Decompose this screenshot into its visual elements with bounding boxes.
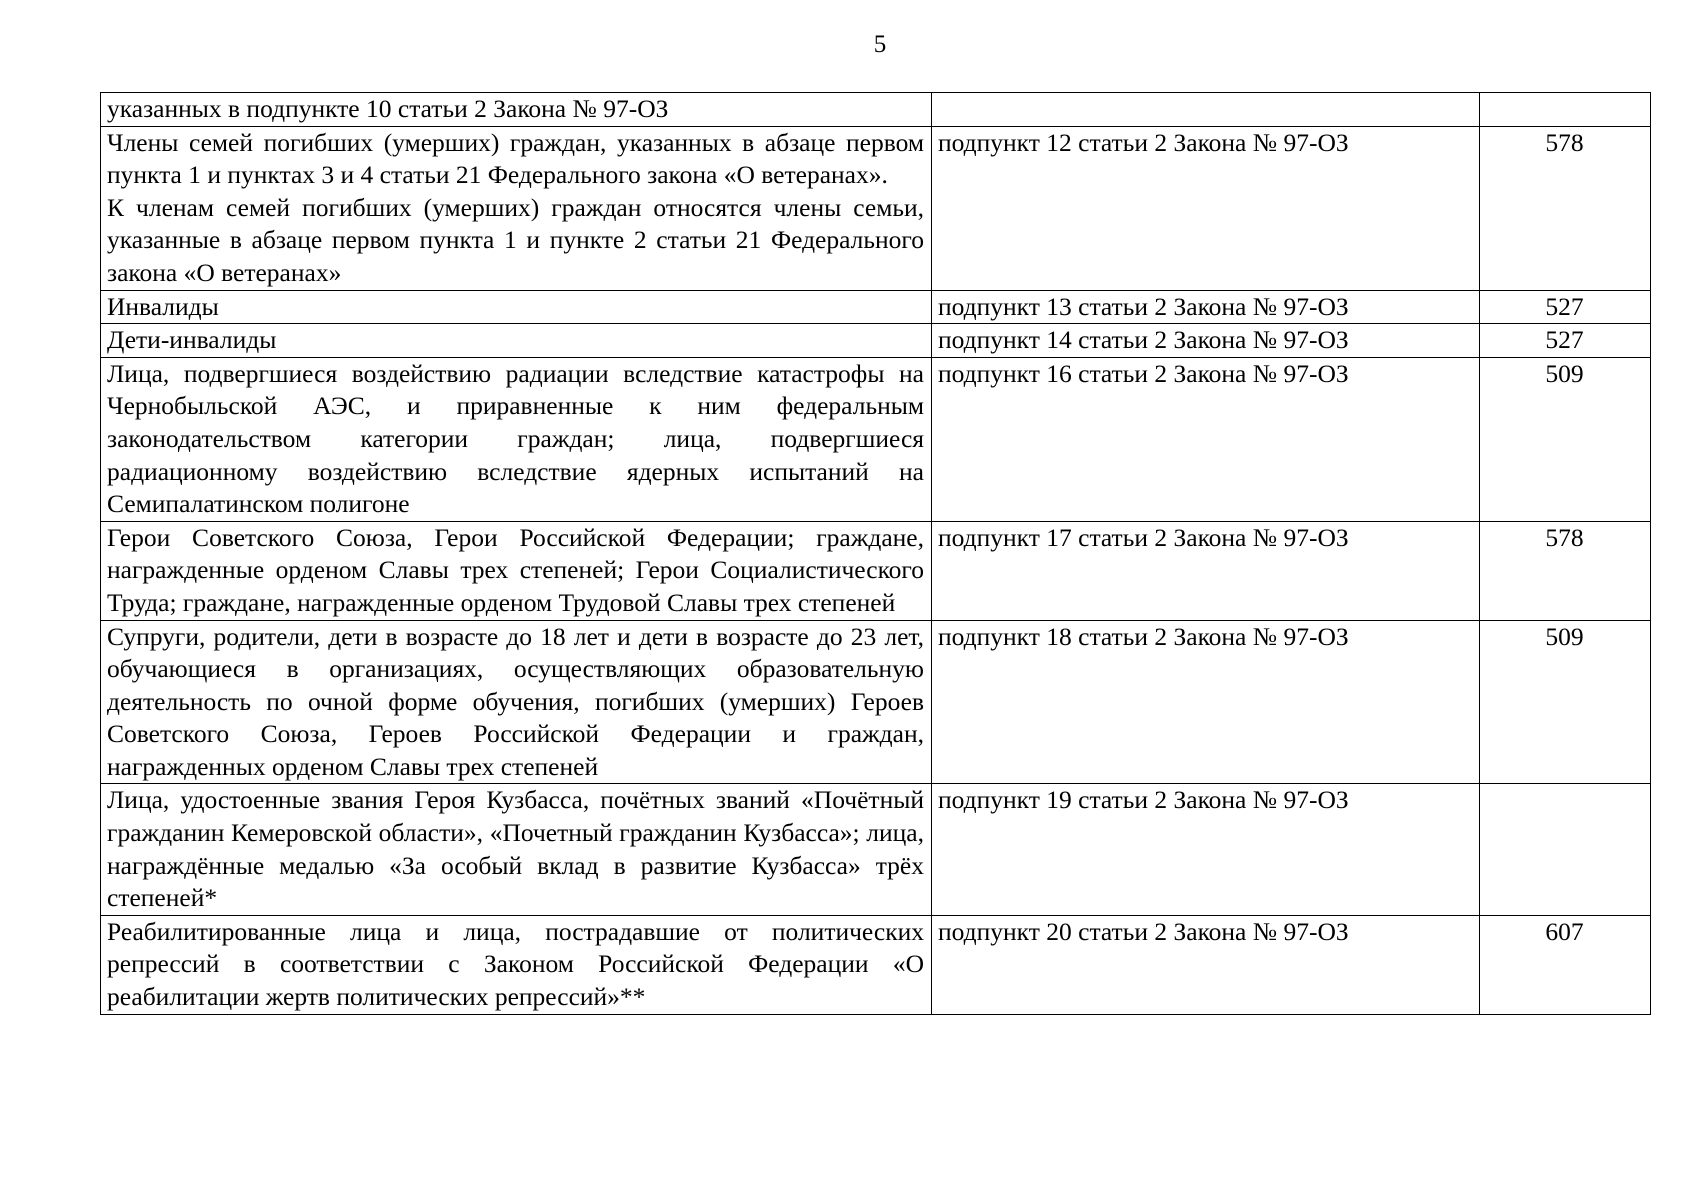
category-text: Инвалиды xyxy=(107,291,219,321)
legal-basis-cell: подпункт 16 статьи 2 Закона № 97-ОЗ xyxy=(932,357,1480,521)
amount-cell: 509 xyxy=(1480,620,1651,784)
category-cell xyxy=(101,521,932,620)
category-text: Супруги, родители, дети в возрасте до 18 лет и дети в возрасте до 23 лет, обучающиеся в организациях, осуществляющих образовательную деятельность по очной форме обучения, погибших (умерших) Героев Советского Союза, Героев Российской Федерации и граждан, награжденных орденом Славы трех степеней xyxy=(107,621,924,781)
category-cell xyxy=(101,126,932,290)
category-text: Лица, подвергшиеся воздействию радиации вследствие катастрофы на Чернобыльской АЭС, и приравненные к ним федеральным законодательством категории граждан; лица, подвергшиеся радиационному воздействию вследствие ядерных испытаний на Семипалатинском полигоне xyxy=(107,358,924,519)
amount-cell: 578 xyxy=(1480,521,1651,620)
category-cell xyxy=(101,357,932,521)
category-text: Герои Советского Союза, Герои Российской Федерации; граждане, награжденные орденом Славы трех степеней; Герои Социалистического Труда; граждане, награжденные орденом Трудовой Славы трех степеней xyxy=(107,522,924,617)
table-row xyxy=(101,126,1651,290)
amount-cell xyxy=(1480,784,1651,915)
category-note: К членам семей погибших (умерших) граждан относятся члены семьи, указанные в абзаце первом пункта 1 и пункте 2 статьи 21 Федерального закона «О ветеранах» xyxy=(107,192,924,287)
category-cell xyxy=(101,93,932,127)
table-row xyxy=(101,324,1651,358)
category-text: Члены семей погибших (умерших) граждан, указанных в абзаце первом пункта 1 и пунктах 3 и 4 статьи 21 Федерального закона «О ветеранах». xyxy=(107,127,924,190)
legal-basis-cell: подпункт 18 статьи 2 Закона № 97-ОЗ xyxy=(932,620,1480,784)
legal-basis-cell: подпункт 13 статьи 2 Закона № 97-ОЗ xyxy=(932,290,1480,324)
amount-cell: 607 xyxy=(1480,915,1651,1014)
table-row xyxy=(101,620,1651,784)
legal-basis-cell: подпункт 20 статьи 2 Закона № 97-ОЗ xyxy=(932,915,1480,1014)
amount-cell: 578 xyxy=(1480,126,1651,290)
legal-basis-cell xyxy=(932,93,1480,127)
category-text: Лица, удостоенные звания Героя Кузбасса, почётных званий «Почётный гражданин Кемеровской области», «Почетный гражданин Кузбасса»; лица, награждённые медалью «За особый вклад в развитие Кузбасса» трёх степеней* xyxy=(107,785,924,913)
table-row xyxy=(101,357,1651,521)
category-text: указанных в подпункте 10 статьи 2 Закона № 97-ОЗ xyxy=(107,94,669,123)
page-number: 5 xyxy=(873,31,887,58)
amount-cell xyxy=(1480,93,1651,127)
amount-cell: 509 xyxy=(1480,357,1651,521)
table-row xyxy=(101,290,1651,324)
legal-basis-cell: подпункт 14 статьи 2 Закона № 97-ОЗ xyxy=(932,324,1480,358)
legal-basis-cell: подпункт 19 статьи 2 Закона № 97-ОЗ xyxy=(932,784,1480,915)
table-row xyxy=(101,915,1651,1014)
category-cell xyxy=(101,784,932,915)
category-text: Дети-инвалиды xyxy=(107,325,277,355)
table-row xyxy=(101,521,1651,620)
category-text: Реабилитированные лица и лица, пострадавшие от политических репрессий в соответствии с Законом Российской Федерации «О реабилитации жертв политических репрессий»** xyxy=(107,916,924,1012)
amount-cell: 527 xyxy=(1480,290,1651,324)
category-cell xyxy=(101,324,932,358)
legal-basis-cell: подпункт 17 статьи 2 Закона № 97-ОЗ xyxy=(932,521,1480,620)
category-cell xyxy=(101,915,932,1014)
category-cell xyxy=(101,290,932,324)
benefits-table xyxy=(100,92,1651,1015)
category-cell xyxy=(101,620,932,784)
table-row xyxy=(101,784,1651,915)
legal-basis-cell: подпункт 12 статьи 2 Закона № 97-ОЗ xyxy=(932,126,1480,290)
amount-cell: 527 xyxy=(1480,324,1651,358)
table-row xyxy=(101,93,1651,127)
